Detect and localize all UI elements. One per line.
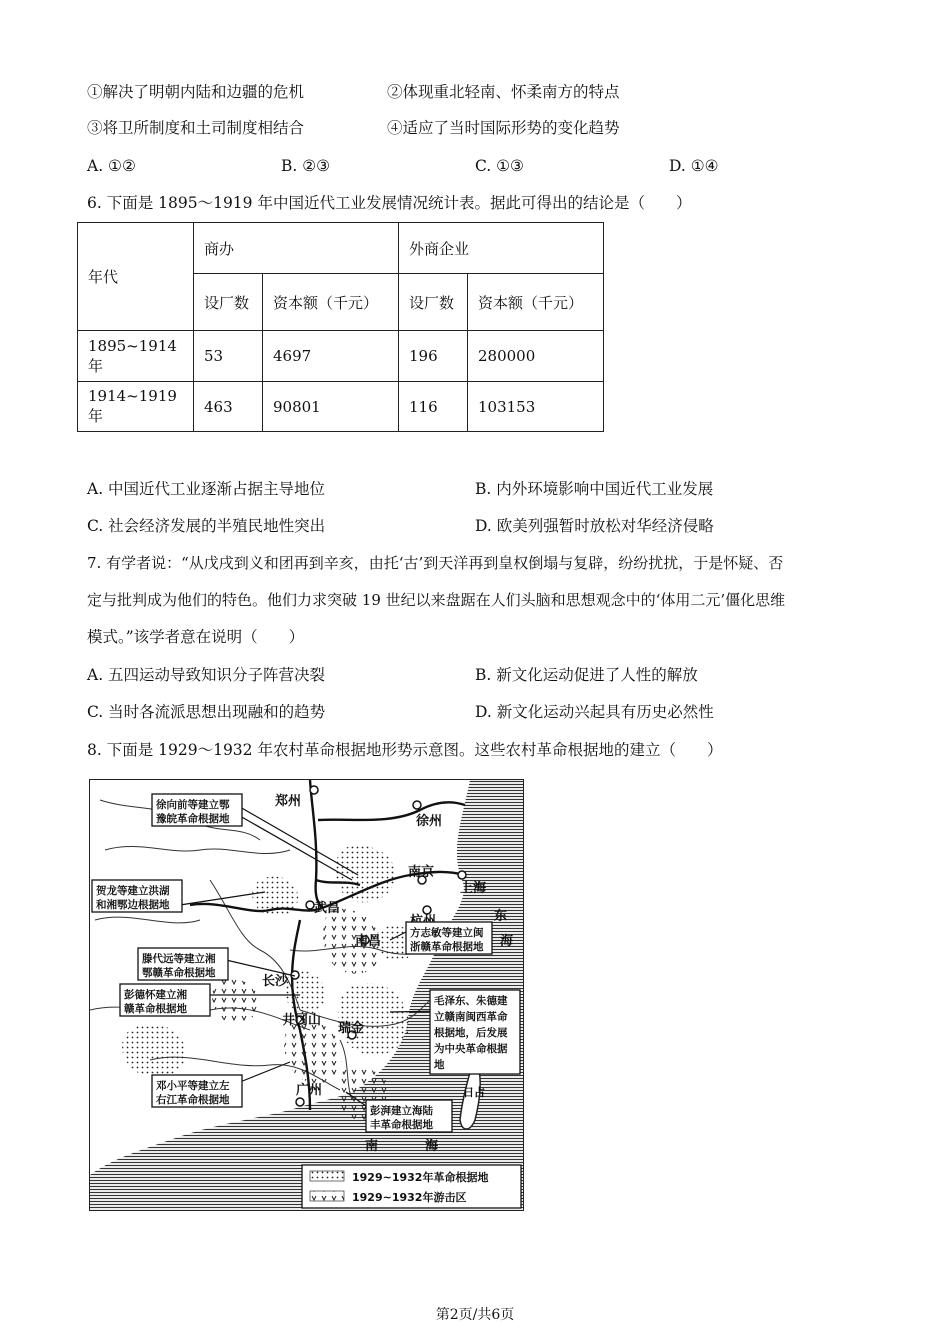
note-line: 赣革命根据地 xyxy=(124,1003,187,1015)
city-marker xyxy=(306,901,314,909)
sea-label: 南 xyxy=(365,1139,379,1154)
row-foreign-capital: 280000 xyxy=(468,331,604,382)
sea-label: 海 xyxy=(425,1139,439,1154)
legend-swatch-base xyxy=(310,1171,344,1181)
city-label: 广州 xyxy=(296,1083,323,1098)
base-area-eyuwan xyxy=(336,846,396,903)
q5-choice-b[interactable]: B. ②③ xyxy=(281,157,331,175)
q5-option-1: ①解决了明朝内陆和边疆的危机 xyxy=(87,83,305,101)
base-areas-map xyxy=(89,779,524,1211)
row-domestic-capital: 4697 xyxy=(263,331,399,382)
q7-choice-b[interactable]: B. 新文化运动促进了人性的解放 xyxy=(475,666,698,684)
note-line: 方志敏等建立闽 xyxy=(410,927,484,939)
row-domestic-capital: 90801 xyxy=(263,382,399,432)
note-line: 和湘鄂边根据地 xyxy=(96,899,170,911)
q5-choice-d[interactable]: D. ①④ xyxy=(669,157,719,175)
note-line: 徐向前等建立鄂 xyxy=(156,799,230,811)
map-legend xyxy=(302,1165,521,1208)
header-era: 年代 xyxy=(78,223,194,331)
city-label: 南昌 xyxy=(355,934,382,949)
note-line: 根据地，后发展 xyxy=(434,1027,508,1039)
city-marker xyxy=(413,801,421,809)
q5-option-4: ④适应了当时国际形势的变化趋势 xyxy=(387,119,620,137)
base-area-xianggan xyxy=(284,971,325,1014)
sub-capital-domestic: 资本额（千元） xyxy=(263,274,399,331)
city-label: 徐州 xyxy=(416,814,443,829)
sub-factories-domestic: 设厂数 xyxy=(194,274,263,331)
note-line: 鄂赣革命根据地 xyxy=(142,967,216,979)
note-line: 贺龙等建立洪湖 xyxy=(96,885,170,897)
note-line: 彭德怀建立湘 xyxy=(124,989,187,1001)
city-marker xyxy=(458,871,466,879)
q5-choice-a[interactable]: A. ①② xyxy=(87,157,136,175)
sub-capital-foreign: 资本额（千元） xyxy=(468,274,604,331)
row-foreign-factories: 196 xyxy=(399,331,468,382)
base-area-central xyxy=(338,983,409,1055)
sub-factories-foreign: 设厂数 xyxy=(399,274,468,331)
legend-label-base: 1929~1932年革命根据地 xyxy=(352,1171,489,1184)
q6-choice-d[interactable]: D. 欧美列强暂时放松对华经济侵略 xyxy=(475,517,714,535)
city-label: 郑州 xyxy=(275,794,302,809)
guerrilla-zone-4 xyxy=(212,979,258,1024)
q5-choice-c[interactable]: C. ①③ xyxy=(475,157,524,175)
q7-stem-line-1: 7. 有学者说：“从戊戌到义和团再到辛亥，由托‘古’到天洋再到皇权倒塌与复辟，纷纷扰扰，于是怀疑、否 xyxy=(87,554,784,572)
city-label: 武昌 xyxy=(314,901,341,916)
city-label: 瑞金 xyxy=(338,1021,365,1036)
city-label: 长沙 xyxy=(262,974,289,989)
note-line: 滕代远等建立湘 xyxy=(142,953,216,965)
page-footer: 第2页/共6页 xyxy=(435,1307,515,1323)
legend-label-guerrilla: 1929~1932年游击区 xyxy=(352,1191,467,1204)
city-marker xyxy=(296,1098,304,1106)
q6-choice-b[interactable]: B. 内外环境影响中国近代工业发展 xyxy=(475,480,714,498)
sea-label: 海 xyxy=(500,934,514,949)
legend-swatch-guerrilla xyxy=(310,1191,344,1201)
row-era: 1895~1914 年 xyxy=(78,331,194,382)
city-label: 上海 xyxy=(460,881,487,896)
header-foreign: 外商企业 xyxy=(399,223,604,274)
industry-stats-table xyxy=(77,222,604,432)
q6-choice-c[interactable]: C. 社会经济发展的半殖民地性突出 xyxy=(87,517,326,535)
header-domestic: 商办 xyxy=(194,223,399,274)
note-line: 为中央革命根据 xyxy=(434,1043,508,1055)
note-line: 邓小平等建立左 xyxy=(156,1080,230,1092)
city-label: 井冈山 xyxy=(282,1013,322,1028)
row-domestic-factories: 53 xyxy=(194,331,263,382)
note-line: 毛泽东、朱德建 xyxy=(434,995,508,1007)
city-marker xyxy=(310,786,318,794)
note-line: 豫皖革命根据地 xyxy=(156,813,230,825)
table-row xyxy=(78,382,604,432)
sea-label: 东 xyxy=(494,909,508,924)
q5-option-3: ③将卫所制度和土司制度相结合 xyxy=(87,119,305,137)
q7-stem-line-3: 模式。”该学者意在说明（ ） xyxy=(87,628,305,646)
q6-choice-a[interactable]: A. 中国近代工业逐渐占据主导地位 xyxy=(87,480,326,498)
note-line: 丰革命根据地 xyxy=(370,1119,433,1131)
base-area-zuoyoujiang xyxy=(122,1024,186,1077)
q8-stem: 8. 下面是 1929～1932 年农村革命根据地形势示意图。这些农村革命根据地的建立（ ） xyxy=(87,741,723,759)
q6-stem: 6. 下面是 1895～1919 年中国近代工业发展情况统计表。据此可得出的结论是（ ） xyxy=(87,194,692,212)
note-line: 右江革命根据地 xyxy=(156,1094,230,1106)
q7-choice-d[interactable]: D. 新文化运动兴起具有历史必然性 xyxy=(475,703,714,721)
row-foreign-capital: 103153 xyxy=(468,382,604,432)
note-line: 立赣南闽西革命 xyxy=(434,1011,508,1023)
q7-stem-line-2: 定与批判成为他们的特色。他们力求突破 19 世纪以来盘踞在人们头脑和思想观念中的‘体用二元’僵化思维 xyxy=(87,591,786,609)
note-line: 地 xyxy=(434,1059,445,1071)
q7-choice-c[interactable]: C. 当时各流派思想出现融和的趋势 xyxy=(87,703,326,721)
sea-label: 日占 xyxy=(463,1086,485,1099)
city-label: 南京 xyxy=(408,865,435,880)
row-domestic-factories: 463 xyxy=(194,382,263,432)
note-line: 浙赣革命根据地 xyxy=(410,941,484,953)
guerrilla-zone-2 xyxy=(284,1019,342,1083)
note-line: 彭湃建立海陆 xyxy=(370,1105,433,1117)
city-marker xyxy=(423,906,431,914)
row-era: 1914~1919 年 xyxy=(78,382,194,432)
table-row xyxy=(78,331,604,382)
row-foreign-factories: 116 xyxy=(399,382,468,432)
q5-option-2: ②体现重北轻南、怀柔南方的特点 xyxy=(387,83,620,101)
q7-choice-a[interactable]: A. 五四运动导致知识分子阵营决裂 xyxy=(87,666,326,684)
